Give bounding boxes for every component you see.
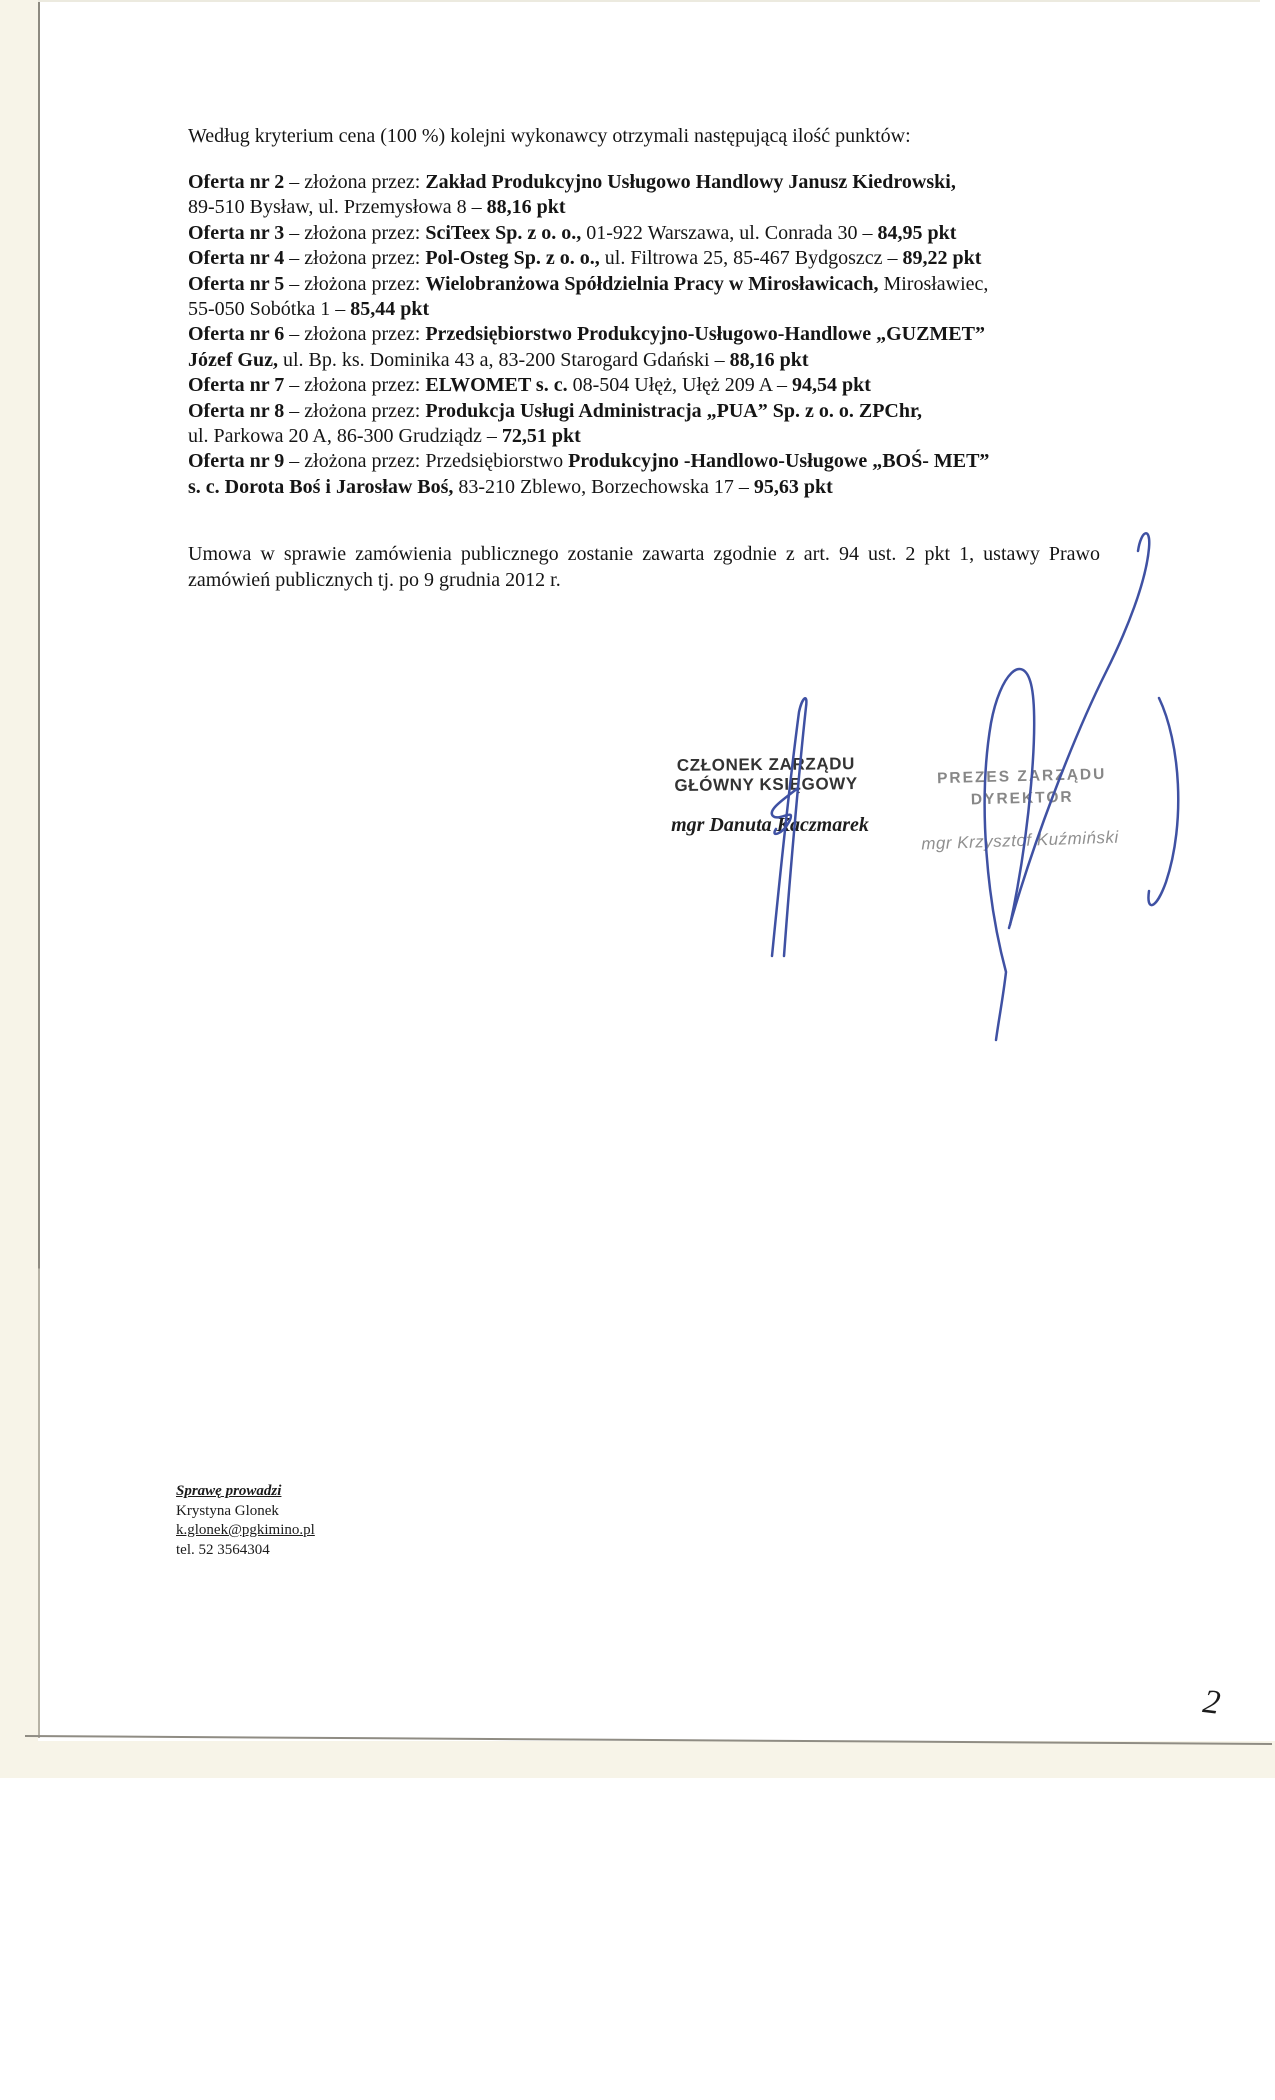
- stamp-left-line1: CZŁONEK ZARZĄDU: [676, 754, 856, 775]
- scan-bottom-margin: [0, 1741, 1275, 1778]
- offer-line: Oferta nr 2 – złożona przez: Zakład Produkcyjno Usługowo Handlowy Janusz Kiedrowski,: [188, 171, 956, 193]
- offer-line: 89-510 Bysław, ul. Przemysłowa 8 – 88,16 pkt: [188, 196, 566, 219]
- offer-line: Oferta nr 6 – złożona przez: Przedsiębiorstwo Produkcyjno-Usługowo-Handlowe „GUZMET”: [188, 323, 985, 346]
- offer-line: Oferta nr 7 – złożona przez: ELWOMET s. c. 08-504 Ułęż, Ułęż 209 A – 94,54 pkt: [188, 374, 871, 397]
- page-top-edge-line: [38, 0, 1260, 2]
- stamp-left-line2: GŁÓWNY KSIĘGOWY: [674, 774, 858, 795]
- page-left-edge-line: [38, 0, 40, 1738]
- offer-line: Oferta nr 8 – złożona przez: Produkcja Usługi Administracja „PUA” Sp. z o. o. ZPChr,: [188, 399, 923, 422]
- contact-phone: tel. 52 3564304: [176, 1541, 270, 1558]
- offer-line: Józef Guz, ul. Bp. ks. Dominika 43 a, 83-200 Starogard Gdański – 88,16 pkt: [188, 348, 809, 371]
- contract-note-paragraph: Umowa w sprawie zamówienia publicznego zostanie zawarta zgodnie z art. 94 ust. 2 pkt 1, ustawy Prawo zamówień publicznych tj. po 9 grudnia 2012 r.: [188, 543, 1100, 591]
- signature-right-ink-loop: [985, 669, 1035, 1040]
- footer-contact: [176, 1482, 315, 1560]
- signature-left-name: mgr Danuta Kaczmarek: [671, 814, 869, 836]
- offer-line: Oferta nr 4 – złożona przez: Pol-Osteg Sp. z o. o., ul. Filtrowa 25, 85-467 Bydgoszcz – 89,22 pkt: [188, 247, 982, 270]
- offer-line: Oferta nr 9 – złożona przez: Przedsiębiorstwo Produkcyjno -Handlowo-Usługowe „BOŚ- MET”: [188, 450, 990, 473]
- offer-line: ul. Parkowa 20 A, 86-300 Grudziądz – 72,51 pkt: [188, 425, 581, 448]
- offer-line: s. c. Dorota Boś i Jarosław Boś, 83-210 Zblewo, Borzechowska 17 – 95,63 pkt: [188, 475, 833, 498]
- signature-right-name: mgr Krzysztof Kuźmiński: [920, 827, 1120, 854]
- contact-name: Krystyna Glonek: [176, 1502, 279, 1519]
- contact-email: k.glonek@pgkimino.pl: [176, 1522, 315, 1538]
- stamp-right-line1: PREZES ZARZĄDU: [936, 765, 1107, 788]
- offers-list: [188, 170, 1148, 500]
- offer-line: Oferta nr 3 – złożona przez: SciTeex Sp. z o. o., 01-922 Warszawa, ul. Conrada 30 – 84,95 pkt: [188, 221, 957, 244]
- signature-right-ink-arc: [1148, 698, 1178, 905]
- stamp-right-line2: DYREKTOR: [970, 788, 1074, 809]
- stamp-right: [922, 763, 1121, 812]
- page-number: 2: [1200, 1683, 1223, 1722]
- scan-left-margin: [0, 0, 38, 1742]
- offer-line: Oferta nr 5 – złożona przez: Wielobranżowa Spółdzielnia Pracy w Mirosławicach, Mirosławiec,: [188, 272, 989, 295]
- offer-line: 55-050 Sobótka 1 – 85,44 pkt: [188, 298, 430, 321]
- footer-label: Sprawę prowadzi: [176, 1483, 282, 1499]
- stamp-left: [640, 754, 892, 797]
- intro-paragraph: Według kryterium cena (100 %) kolejni wykonawcy otrzymali następującą ilość punktów:: [188, 125, 911, 147]
